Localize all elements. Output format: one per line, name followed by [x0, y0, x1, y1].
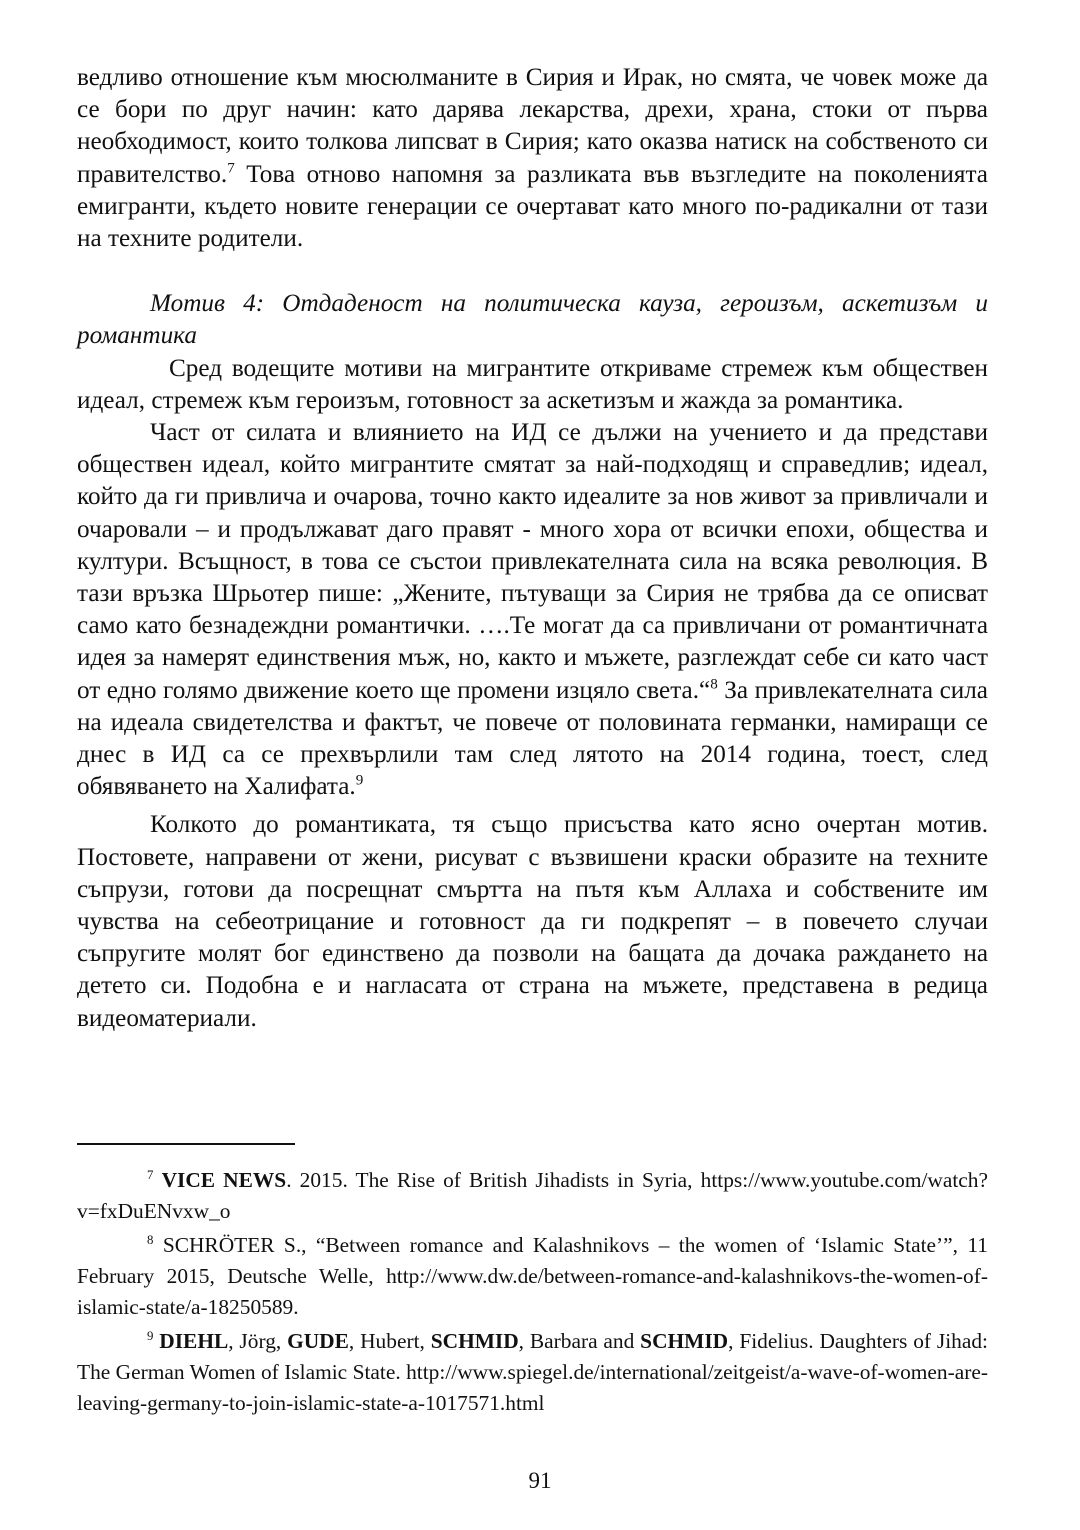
footnote-9: $^9$ DIEHL, Jörg, GUDE, Hubert, SCHMID, Barbara and SCHMID, Fidelius. Daughters of Jihad: The German Women of Islamic State. http://www.spiegel.de/international/zeitgeist/a-wave-of-women-are-leaving-germany-to-join-islamic-state-a-1017571.html — [77, 1328, 988, 1415]
paragraph-intro: Сред водещите мотиви на мигрантите откриваме стремеж към обществен идеал, стремеж към героизъм, готовност за аскетизъм и жажда за романтика. — [77, 354, 988, 414]
paragraph-continued: ведливо отношение към мюсюлманите в Сирия и Ирак, но смята, че човек може да се бори по друг начин: като дарява лекарства, дрехи, храна, стоки от първа необходимост, които толкова липсват в Сирия; като оказва натиск на собственото си правителство.$^7$ Това отново напомня за разликата във възгледите на поколенията емигранти, където новите генерации се очертават като много по-радикални от тази на техните родители. — [77, 64, 988, 253]
page-number: 91 — [528, 1468, 552, 1493]
body-text — [77, 62, 988, 1035]
footnote-7-text[interactable]: . 2015. The Rise of British Jihadists in Syria, https://www.youtube.com/watch?v=fxDuENvxw_o — [77, 1168, 988, 1223]
footnote-8: $^8$ SCHRÖTER S., “Between romance and Kalashnikovs – the women of ‘Islamic State’”, 11 February 2015, Deutsche Welle, http://www.dw.de/between-romance-and-kalashnikovs-the-women-of-islamic-state/a-18250589. — [77, 1232, 988, 1319]
footnote-ref-8[interactable]: 8 — [710, 676, 718, 693]
footnote-8-text[interactable]: SCHRÖTER S., “Between romance and Kalashnikovs – the women of ‘Islamic State’”, 11 February 2015, Deutsche Welle, http://www.dw.de/between-romance-and-kalashnikovs-the-women-of-islamic-state/a-18250589. — [77, 1233, 988, 1319]
footnote-divider — [77, 1143, 295, 1145]
footnote-7: $^7$ VICE NEWS. 2015. The Rise of British Jihadists in Syria, https://www.youtube.com/watch?v=fxDuENvxw_o — [77, 1167, 988, 1223]
footnote-9-text[interactable]: , Fidelius. Daughters of Jihad: The German Women of Islamic State. http://www.spiegel.de/international/zeitgeist/a-wave-of-women-are-leaving-germany-to-join-islamic-state-a-1017571.html — [77, 1329, 988, 1415]
footnote-ref-7[interactable]: 7 — [227, 160, 235, 177]
paragraph-romance: Колкото до романтиката, тя също присъства като ясно очертан мотив. Постовете, направени от жени, рисуват с възвишени краски образите на техните съпрузи, готови да посрещнат смъртта на пътя към Аллаха и собствените им чувства на себеотрицание и готовност да ги подкрепят – в повечето случаи съпругите молят бог единствено да позволи на бащата да дочака раждането на детето си. Подобна е и нагласата от страна на мъжете, представена в редица видеоматериали. — [77, 811, 988, 1032]
footnote-ref-9[interactable]: 9 — [355, 772, 364, 789]
paragraph-ideal: Част от силата и влиянието на ИД се дължи на учението и да представи обществен идеал, който мигрантите смятат за най-подходящ и справедлив; идеал, който да ги привлича и очарова, точно както идеалите за нов живот за привличали и очаровали – и продължават даго правят - много хора от всички епохи, общества и култури. Всъщност, в това се състои привлекателната сила на всяка революция. В тази връзка Шрьотер пише: „Жените, пътуващи за Сирия не трябва да се описват само като безнадеждни романтички. ….Те могат да са привличани от романтичната идея за намерят единствения мъж, но, както и мъжете, разглеждат себе си като част от едно голямо движение което ще промени изцяло света.“$^8$ За привлекателната сила на идеала свидетелства и фактът, че повече от половината германки, намиращи се днес в ИД са се прехвърлили там след лятото на 2014 година, тоест, след обявяването на Халифата.$^9$ — [77, 419, 988, 801]
footnotes — [77, 1165, 988, 1422]
section-heading: Мотив 4: Отдаденост на политическа кауза, героизъм, аскетизъм и романтика — [77, 290, 988, 350]
